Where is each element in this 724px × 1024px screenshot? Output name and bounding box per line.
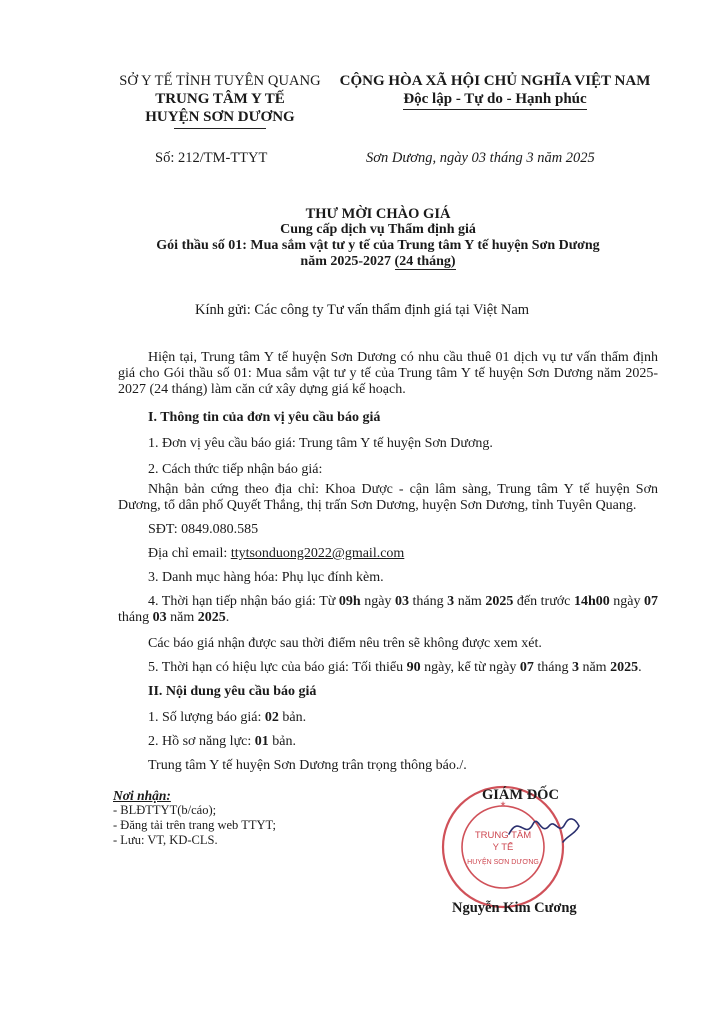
recipient-item: - Đăng tải trên trang web TTYT; (113, 818, 276, 832)
section2-item2: 2. Hồ sơ năng lực: 01 bản. (148, 734, 296, 749)
title-period-months: (24 tháng) (394, 254, 456, 269)
email-line (118, 546, 658, 562)
handwritten-signature (505, 806, 585, 846)
late-submission-note: Các báo giá nhận được sau thời điểm nêu trên sẽ không được xem xét. (148, 636, 542, 651)
national-motto: Độc lập - Tự do - Hạnh phúc (403, 90, 586, 110)
stamp-center-line1: TRUNG TÂM (474, 830, 532, 841)
recipient-item: - BLĐTTYT(b/cáo); (113, 803, 217, 817)
document-title: THƯ MỜI CHÀO GIÁ (305, 206, 451, 222)
agency-underline (174, 128, 266, 129)
stamp-center-line2: Y TẾ (492, 842, 514, 853)
phone-number: SĐT: 0849.080.585 (148, 522, 259, 537)
title-package: Gói thầu số 01: Mua sắm vật tư y tế của Trung tâm Y tế huyện Sơn Dương (156, 238, 600, 253)
section1-heading: I. Thông tin của đơn vị yêu cầu báo giá (148, 410, 381, 425)
email-link[interactable]: ttytsonduong2022@gmail.com (230, 546, 405, 561)
title-subject: Cung cấp dịch vụ Thẩm định giá (280, 222, 476, 237)
issuing-agency-block (100, 72, 340, 129)
svg-text:★: ★ (499, 801, 507, 808)
recipients-label: Nơi nhận: (113, 788, 171, 803)
section1-item1: 1. Đơn vị yêu cầu báo giá: Trung tâm Y tế huyện Sơn Dương. (148, 436, 493, 451)
section2-item1: 1. Số lượng báo giá: 02 bản. (148, 710, 307, 725)
section1-item5: 5. Thời hạn có hiệu lực của báo giá: Tối thiểu 90 ngày, kể từ ngày 07 tháng 3 năm 2025. (148, 660, 642, 675)
recipients-block (113, 788, 276, 848)
section2-heading: II. Nội dung yêu cầu báo giá (148, 684, 317, 699)
unit-name-line1: TRUNG TÂM Y TẾ (155, 91, 285, 107)
ministry-name: SỞ Y TẾ TỈNH TUYÊN QUANG (119, 73, 321, 89)
recipient-item: - Lưu: VT, KD-CLS. (113, 833, 218, 847)
title-period-years: năm 2025-2027 (300, 254, 395, 269)
national-title-block (336, 72, 654, 110)
email-label: Địa chỉ email: (148, 546, 231, 561)
section1-item3: 3. Danh mục hàng hóa: Phụ lục đính kèm. (148, 570, 384, 585)
signer-title: GIÁM ĐỐC (482, 787, 559, 803)
closing-statement: Trung tâm Y tế huyện Sơn Dương trân trọng thông báo./. (148, 758, 467, 773)
document-title-block (100, 206, 656, 270)
intro-paragraph: Hiện tại, Trung tâm Y tế huyện Sơn Dương có nhu cầu thuê 01 dịch vụ tư vấn thẩm định giá cho Gói thầu số 01: Mua sắm vật tư y tế của Trung tâm Y tế huyện Sơn Dương năm 2025-2027 (24 tháng) làm căn cứ xây dựng giá kế hoạch. (118, 350, 658, 397)
stamp-center-line3: HUYỆN SƠN DƯƠNG (467, 859, 539, 866)
signer-name: Nguyễn Kim Cương (452, 900, 577, 916)
document-number: Số: 212/TM-TTYT (155, 150, 268, 166)
unit-name-line2: HUYỆN SƠN DƯƠNG (145, 109, 295, 125)
title-period (100, 254, 656, 270)
section1-item2: 2. Cách thức tiếp nhận báo giá: (148, 462, 323, 477)
greeting: Kính gửi: Các công ty Tư vấn thẩm định giá tại Việt Nam (194, 302, 530, 318)
place-date: Sơn Dương, ngày 03 tháng 3 năm 2025 (366, 150, 595, 166)
nation-name: CỘNG HÒA XÃ HỘI CHỦ NGHĨA VIỆT NAM (339, 73, 651, 89)
section1-item4: 4. Thời hạn tiếp nhận báo giá: Từ 09h ngày 03 tháng 3 năm 2025 đến trước 14h00 ngày 07 tháng 03 năm 2025. (118, 594, 659, 625)
receiving-address: Nhận bản cứng theo địa chỉ: Khoa Dược - cận lâm sàng, Trung tâm Y tế huyện Sơn Dương, tổ dân phố Quyết Thắng, thị trấn Sơn Dương, huyện Sơn Dương, tỉnh Tuyên Quang. (118, 482, 658, 513)
